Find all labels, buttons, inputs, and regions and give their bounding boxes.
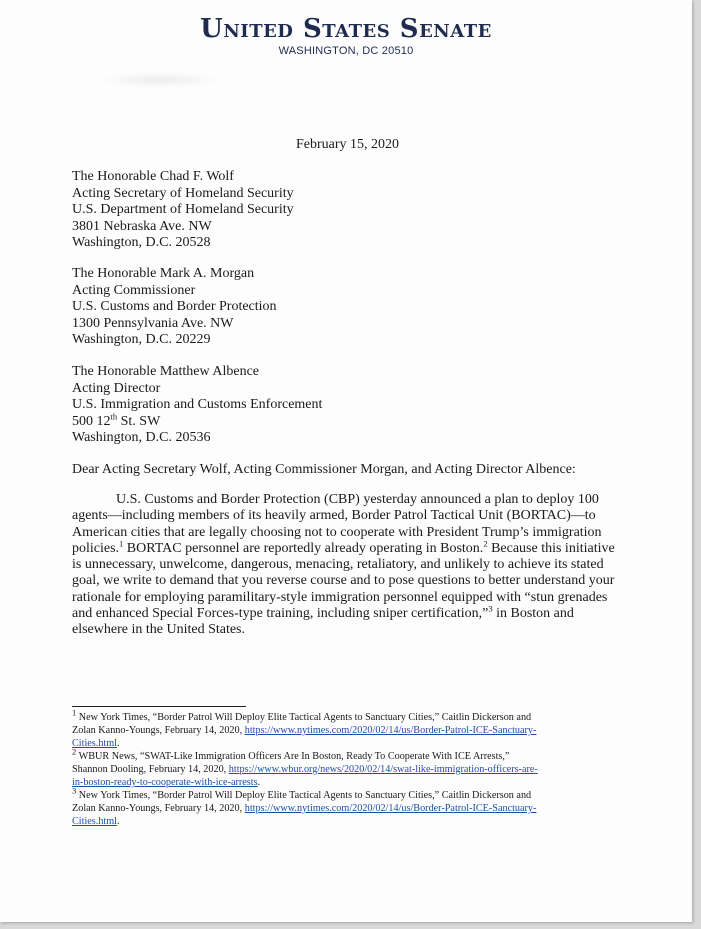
body-line: elsewhere in the United States. [72,622,246,638]
footnote-text: WBUR News, “SWAT-Like Immigration Officers Are In Boston, Ready To Cooperate With ICE Arrests,” [76,751,510,762]
footnotes [72,707,632,828]
footnote-text: New York Times, “Border Patrol Will Deploy Elite Tactical Agents to Sanctuary Cities,” Caitlin Dickerson and [76,790,532,801]
footnote-1 [72,707,632,750]
footnote-number: 1 [72,707,77,718]
footnote-line [72,724,632,737]
recipient-address-albence [72,364,322,447]
body-text-segment: in Boston and [492,606,574,622]
body-text-segment: Because this initiative [487,540,615,556]
address-line-street [72,410,322,431]
footnote-text: Zolan Kanno-Youngs, February 14, 2020, [72,725,245,736]
footnote-ref[interactable]: 2 [483,538,488,549]
footnote-link[interactable]: https://www.nytimes.com/2020/02/14/us/Border-Patrol-ICE-Sanctuary- [244,725,537,736]
address-line: The Honorable Matthew Albence [72,364,259,379]
footnote-line [72,785,632,802]
body-line: rationale for employing paramilitary-style immigration personnel equipped with “stun grenades [72,589,608,605]
footnote-3 [72,785,632,828]
address-line: U.S. Immigration and Customs Enforcement [72,397,323,412]
footnote-line [72,746,632,763]
letterhead [0,14,692,57]
body-line [72,538,632,557]
footnote-link[interactable]: Cities.html [72,816,117,827]
footnote-text: . [257,777,261,788]
body-text-segment: policies. [72,540,120,556]
address-line: Washington, D.C. 20528 [72,235,211,250]
body-paragraph [72,492,632,639]
footnote-link[interactable]: https://www.wbur.org/news/2020/02/14/swat-like-immigration-officers-are- [228,764,538,775]
address-line: U.S. Customs and Border Protection [72,299,277,314]
body-text-segment: and enhanced Special Forces-type training, including sniper certification,” [72,606,489,622]
footnote-line [72,815,632,828]
address-line: Acting Secretary of Homeland Security [72,185,294,201]
salutation: Dear Acting Secretary Wolf, Acting Commissioner Morgan, and Acting Director Albence: [72,462,576,477]
address-line: Acting Director [72,380,161,396]
footnote-text: . [117,738,120,749]
letter-date: February 15, 2020 [296,137,400,152]
footnote-text: New York Times, “Border Patrol Will Deploy Elite Tactical Agents to Sanctuary Cities,” Caitlin Dickerson and [76,712,532,723]
footnote-line [72,737,632,750]
footnote-line [72,802,632,815]
footnote-ref[interactable]: 1 [119,538,124,549]
body-line: goal, we write to demand that you reverse course and to pose questions to better understand your [72,573,615,589]
footnote-link[interactable]: in-boston-ready-to-cooperate-with-ice-arrests [72,777,258,788]
address-line: The Honorable Chad F. Wolf [72,169,234,184]
footnote-link[interactable]: https://www.nytimes.com/2020/02/14/us/Border-Patrol-ICE-Sanctuary- [244,803,537,814]
body-text-segment: BORTAC personnel are reportedly already operating in Boston. [123,540,484,556]
body-line: American cities that are legally choosing not to cooperate with President Trump’s immigration [72,524,602,540]
recipient-address-morgan [72,266,277,349]
footnote-text: . [117,816,120,827]
ordinal-suffix: th [110,410,118,421]
footnote-divider [72,706,246,707]
letterhead-title: United States Senate [200,14,492,44]
address-line: 3801 Nebraska Ave. NW [72,218,212,234]
footnote-text: Zolan Kanno-Youngs, February 14, 2020, [72,803,245,814]
address-line: Washington, D.C. 20536 [72,430,211,445]
footnote-number: 2 [72,746,77,757]
address-line: 1300 Pennsylvania Ave. NW [72,315,234,331]
street-name: St. SW [117,413,161,429]
address-line: Acting Commissioner [72,282,196,298]
footnote-line [72,707,632,724]
recipient-address-wolf [72,169,294,252]
letterhead-subtitle: WASHINGTON, DC 20510 [278,45,414,57]
footnote-line [72,776,632,789]
footnote-line [72,763,632,776]
footnote-link[interactable]: Cities.html [72,738,117,749]
address-line: The Honorable Mark A. Morgan [72,266,255,281]
body-line: is unnecessary, unwelcome, dangerous, menacing, retaliatory, and unlikely to achieve its stated [72,557,604,573]
footnote-ref[interactable]: 3 [488,603,493,614]
body-line: agents—including members of its heavily armed, Border Patrol Tactical Unit (BORTAC)—to [72,508,596,524]
street-number: 500 12 [72,413,111,429]
footnote-text: Shannon Dooling, February 14, 2020, [72,764,229,775]
address-line: U.S. Department of Homeland Security [72,202,294,217]
address-line: Washington, D.C. 20229 [72,332,211,347]
footnote-2 [72,746,632,789]
scan-smudge [100,72,220,88]
body-line [72,603,632,622]
footnote-number: 3 [72,785,77,796]
body-line: U.S. Customs and Border Protection (CBP) yesterday announced a plan to deploy 100 [116,492,599,507]
